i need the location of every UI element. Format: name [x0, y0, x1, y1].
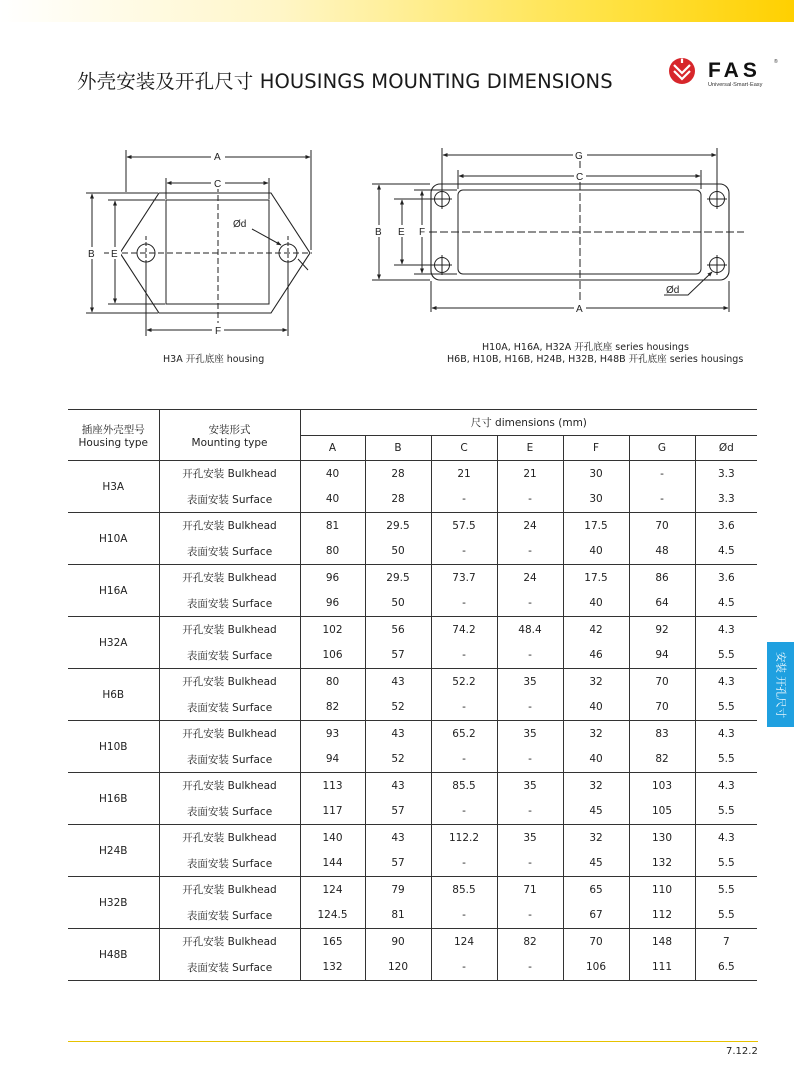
table-row — [68, 721, 757, 747]
dim-cell-e: - — [497, 747, 563, 773]
dim-cell-od: 4.3 — [717, 675, 735, 688]
dim-cell-g: 48 — [629, 539, 695, 565]
mounting-type-cell: 表面安装 Surface — [159, 591, 300, 617]
dim-cell-a: 96 — [300, 591, 365, 617]
dim-cell-f: 45 — [563, 851, 629, 877]
dim-cell-a: 132 — [300, 955, 365, 981]
header-mount-en: Mounting type — [191, 436, 268, 449]
table-row — [68, 565, 757, 591]
dim-cell-b: 50 — [365, 591, 431, 617]
dim-cell-a: 106 — [300, 643, 365, 669]
table-row — [68, 617, 757, 643]
svg-text:®: ® — [774, 59, 778, 65]
series-label-c: C — [576, 172, 584, 183]
dim-cell-c: - — [431, 539, 497, 565]
dim-cell-a: 80 — [300, 539, 365, 565]
dim-cell-b: 43 — [365, 721, 431, 747]
header-col-g: G — [629, 436, 695, 461]
series-label-b: B — [375, 227, 382, 238]
table-row — [68, 773, 757, 799]
h3a-label-b: B — [88, 249, 95, 260]
dim-cell-b: 57 — [365, 799, 431, 825]
dim-cell-od: 4.5 — [695, 539, 757, 565]
dim-cell-f: 17.5 — [563, 513, 629, 539]
dim-cell-e: 35 — [497, 669, 563, 695]
mounting-type-cell: 表面安装 Surface — [159, 903, 300, 929]
logo-tagline: Universal·Smart·Easy — [708, 82, 763, 88]
dim-cell-f: 40 — [563, 591, 629, 617]
dim-cell-b: 52 — [365, 747, 431, 773]
header-housing-en: Housing type — [78, 436, 148, 449]
dim-cell-c: - — [431, 955, 497, 981]
dim-cell-od: 5.5 — [695, 695, 757, 721]
table-row — [68, 851, 757, 877]
dim-cell-f: 32 — [563, 721, 629, 747]
dim-cell-e: - — [497, 695, 563, 721]
dim-cell-b: 29.5 — [365, 565, 431, 591]
dim-cell-b: 28 — [365, 487, 431, 513]
dim-cell-c: - — [431, 799, 497, 825]
dim-cell-e: - — [497, 487, 563, 513]
series-label-od: Ød — [666, 285, 680, 296]
header-col-a: A — [300, 436, 365, 461]
page-title: 外壳安装及开孔尺寸 HOUSINGS MOUNTING DIMENSIONS — [77, 70, 613, 93]
mounting-type-cell: 开孔安装 Bulkhead — [159, 513, 300, 539]
dim-cell-b: 50 — [365, 539, 431, 565]
dim-cell-a: 93 — [300, 721, 365, 747]
mounting-type-cell: 开孔安装 Bulkhead — [159, 773, 300, 799]
dim-cell-g: 132 — [629, 851, 695, 877]
table-row — [68, 643, 757, 669]
dim-cell-b: 29.5 — [365, 513, 431, 539]
dim-cell-od: 6.5 — [695, 955, 757, 981]
dim-cell-b: 43 — [365, 773, 431, 799]
mounting-type-cell: 表面安装 Surface — [159, 695, 300, 721]
dim-cell-f: 106 — [563, 955, 629, 981]
series-label-e: E — [398, 227, 405, 238]
dim-cell-b: 52 — [365, 695, 431, 721]
dim-cell-od: 5.5 — [695, 747, 757, 773]
header-col-b: B — [365, 436, 431, 461]
dim-cell-g: 105 — [629, 799, 695, 825]
dim-cell-g: 70 — [629, 669, 695, 695]
dim-cell-b: 56 — [365, 617, 431, 643]
dim-cell-e: 48.4 — [497, 617, 563, 643]
dim-cell-b: 43 — [365, 825, 431, 851]
dim-cell-b: 57 — [365, 643, 431, 669]
housing-type-cell: H16B — [68, 773, 159, 825]
dim-cell-f: 65 — [563, 877, 629, 903]
dim-cell-f: 40 — [563, 539, 629, 565]
dim-cell-a: 96 — [300, 565, 365, 591]
dim-cell-a: 40 — [300, 461, 365, 487]
dim-cell-c: - — [431, 747, 497, 773]
dim-cell-g: 111 — [629, 955, 695, 981]
dim-cell-b: 57 — [365, 851, 431, 877]
dim-cell-c: 21 — [431, 461, 497, 487]
dim-cell-b: 90 — [365, 929, 431, 955]
table-row — [68, 825, 757, 851]
dim-cell-e: 35 — [497, 773, 563, 799]
dim-cell-a: 140 — [300, 825, 365, 851]
logo-text: FAS — [708, 59, 761, 82]
dim-cell-g: 70 — [629, 695, 695, 721]
h3a-caption: H3A 开孔底座 housing — [163, 354, 265, 365]
dim-cell-od: 4.3 — [717, 831, 735, 844]
housing-type-cell: H6B — [68, 669, 159, 721]
dim-cell-e: 24 — [497, 513, 563, 539]
dim-cell-a: 80 — [300, 669, 365, 695]
dim-cell-f: 32 — [563, 825, 629, 851]
page-number: 7.12.2 — [726, 1046, 758, 1057]
dim-cell-g: 64 — [629, 591, 695, 617]
series-caption-line2: H6B, H10B, H16B, H24B, H32B, H48B 开孔底座 series housings — [447, 354, 744, 365]
dim-cell-e: 82 — [497, 929, 563, 955]
dim-cell-c: - — [431, 695, 497, 721]
mounting-type-cell: 表面安装 Surface — [159, 955, 300, 981]
dim-cell-g: 70 — [629, 513, 695, 539]
dim-cell-b: 81 — [365, 903, 431, 929]
dim-cell-f: 32 — [563, 773, 629, 799]
h3a-label-od: Ød — [233, 219, 247, 230]
dim-cell-f: 45 — [563, 799, 629, 825]
top-gradient-bar — [0, 0, 794, 22]
housing-type-cell: H10A — [68, 513, 159, 565]
h3a-label-e: E — [111, 249, 118, 260]
dim-cell-a: 40 — [300, 487, 365, 513]
mounting-type-cell: 表面安装 Surface — [159, 799, 300, 825]
dim-cell-c: 52.2 — [431, 669, 497, 695]
mounting-type-cell: 开孔安装 Bulkhead — [159, 565, 300, 591]
dim-cell-f: 67 — [563, 903, 629, 929]
dim-cell-c: 112.2 — [431, 825, 497, 851]
dim-cell-od: 5.5 — [695, 851, 757, 877]
dim-cell-e: - — [497, 591, 563, 617]
dim-cell-od: 3.3 — [695, 487, 757, 513]
dim-cell-g: 148 — [629, 929, 695, 955]
dim-cell-a: 165 — [300, 929, 365, 955]
mounting-type-cell: 表面安装 Surface — [159, 851, 300, 877]
h3a-drawing — [86, 150, 312, 336]
housing-type-cell: H24B — [68, 825, 159, 877]
dim-cell-od: 4.3 — [717, 727, 735, 740]
dim-cell-g: 83 — [629, 721, 695, 747]
h3a-label-c: C — [214, 179, 222, 190]
mounting-type-cell: 开孔安装 Bulkhead — [159, 877, 300, 903]
table-row — [68, 669, 757, 695]
dim-cell-f: 70 — [563, 929, 629, 955]
dim-cell-a: 94 — [300, 747, 365, 773]
dim-cell-c: 124 — [431, 929, 497, 955]
mounting-diagrams — [0, 140, 794, 370]
mounting-type-cell: 表面安装 Surface — [159, 487, 300, 513]
mounting-type-cell: 表面安装 Surface — [159, 539, 300, 565]
dim-cell-f: 42 — [563, 617, 629, 643]
dim-cell-a: 102 — [300, 617, 365, 643]
mounting-type-cell: 开孔安装 Bulkhead — [159, 929, 300, 955]
dim-cell-c: 65.2 — [431, 721, 497, 747]
dim-cell-f: 17.5 — [563, 565, 629, 591]
dim-cell-b: 43 — [365, 669, 431, 695]
brand-logo — [668, 54, 778, 90]
dimensions-table — [68, 409, 757, 981]
h3a-label-f: F — [215, 326, 222, 337]
header-housing-type — [68, 410, 159, 461]
dim-cell-od: 3.3 — [717, 467, 735, 480]
dim-cell-g: - — [629, 487, 695, 513]
table-row — [68, 695, 757, 721]
dim-cell-e: 35 — [497, 721, 563, 747]
dim-cell-c: 57.5 — [431, 513, 497, 539]
dim-cell-a: 124.5 — [300, 903, 365, 929]
dim-cell-f: 46 — [563, 643, 629, 669]
dim-cell-e: - — [497, 903, 563, 929]
mounting-type-cell: 开孔安装 Bulkhead — [159, 825, 300, 851]
dim-cell-od: 7 — [722, 935, 730, 948]
header-col-f: F — [563, 436, 629, 461]
mounting-type-cell: 表面安装 Surface — [159, 643, 300, 669]
housing-type-cell: H32B — [68, 877, 159, 929]
table-row — [68, 513, 757, 539]
dim-cell-od: 4.3 — [717, 779, 735, 792]
dim-cell-od: 3.6 — [717, 571, 735, 584]
dim-cell-od: 4.3 — [717, 623, 735, 636]
housing-type-cell: H48B — [68, 929, 159, 981]
mounting-type-cell: 表面安装 Surface — [159, 747, 300, 773]
dim-cell-c: - — [431, 903, 497, 929]
dim-cell-a: 117 — [300, 799, 365, 825]
dim-cell-a: 113 — [300, 773, 365, 799]
dim-cell-f: 40 — [563, 747, 629, 773]
dim-cell-g: 94 — [629, 643, 695, 669]
dim-cell-b: 79 — [365, 877, 431, 903]
dim-cell-c: 85.5 — [431, 773, 497, 799]
dim-cell-c: - — [431, 643, 497, 669]
series-caption-line1: H10A, H16A, H32A 开孔底座 series housings — [482, 342, 689, 353]
header-col-od: Ød — [695, 436, 757, 461]
dim-cell-c: 85.5 — [431, 877, 497, 903]
mounting-type-cell: 开孔安装 Bulkhead — [159, 721, 300, 747]
dim-cell-b: 28 — [365, 461, 431, 487]
dim-cell-e: - — [497, 851, 563, 877]
dim-cell-e: 35 — [497, 825, 563, 851]
dim-cell-e: - — [497, 643, 563, 669]
housing-type-cell: H10B — [68, 721, 159, 773]
housing-type-cell: H32A — [68, 617, 159, 669]
side-tab-label: 安装 开孔尺寸 — [774, 651, 786, 718]
table-row — [68, 877, 757, 903]
table-row — [68, 955, 757, 981]
table-row — [68, 461, 757, 487]
dim-cell-f: 32 — [563, 669, 629, 695]
header-mount-cn: 安装形式 — [208, 423, 251, 436]
dim-cell-c: - — [431, 851, 497, 877]
series-label-a: A — [576, 304, 583, 315]
table-row — [68, 929, 757, 955]
dim-cell-g: 110 — [629, 877, 695, 903]
dim-cell-a: 81 — [300, 513, 365, 539]
table-row — [68, 799, 757, 825]
side-section-tab[interactable] — [767, 642, 794, 727]
table-row — [68, 747, 757, 773]
dim-cell-g: 130 — [629, 825, 695, 851]
dim-cell-od: 5.5 — [695, 903, 757, 929]
dim-cell-c: - — [431, 591, 497, 617]
table-row — [68, 487, 757, 513]
dim-cell-c: 73.7 — [431, 565, 497, 591]
dim-cell-f: 30 — [563, 461, 629, 487]
dim-cell-f: 30 — [563, 487, 629, 513]
dim-cell-e: 24 — [497, 565, 563, 591]
dim-cell-a: 144 — [300, 851, 365, 877]
dim-cell-e: 21 — [497, 461, 563, 487]
dim-cell-od: 3.6 — [717, 519, 735, 532]
series-label-f: F — [419, 227, 426, 238]
dim-cell-od: 4.5 — [695, 591, 757, 617]
dim-cell-od: 5.5 — [695, 643, 757, 669]
dim-cell-g: - — [629, 461, 695, 487]
footer-divider — [68, 1041, 758, 1042]
dim-cell-c: 74.2 — [431, 617, 497, 643]
dim-cell-a: 124 — [300, 877, 365, 903]
dim-cell-f: 40 — [563, 695, 629, 721]
series-label-g: G — [575, 151, 583, 162]
mounting-type-cell: 开孔安装 Bulkhead — [159, 617, 300, 643]
dim-cell-e: 71 — [497, 877, 563, 903]
dim-cell-c: - — [431, 487, 497, 513]
dim-cell-e: - — [497, 955, 563, 981]
header-dimensions: 尺寸 dimensions (mm) — [300, 410, 757, 436]
dim-cell-g: 103 — [629, 773, 695, 799]
housing-type-cell: H3A — [68, 461, 159, 513]
dim-cell-g: 86 — [629, 565, 695, 591]
mounting-type-cell: 开孔安装 Bulkhead — [159, 461, 300, 487]
header-mounting-type — [159, 410, 300, 461]
table-row — [68, 903, 757, 929]
table-row — [68, 591, 757, 617]
dim-cell-a: 82 — [300, 695, 365, 721]
h3a-label-a: A — [214, 152, 221, 163]
housing-type-cell: H16A — [68, 565, 159, 617]
dim-cell-g: 112 — [629, 903, 695, 929]
dim-cell-e: - — [497, 799, 563, 825]
header-col-c: C — [431, 436, 497, 461]
dim-cell-g: 82 — [629, 747, 695, 773]
dim-cell-e: - — [497, 539, 563, 565]
dim-cell-od: 5.5 — [695, 799, 757, 825]
header-housing-cn: 插座外壳型号 — [81, 423, 145, 436]
header-col-e: E — [497, 436, 563, 461]
dim-cell-od: 5.5 — [717, 883, 735, 896]
dim-cell-g: 92 — [629, 617, 695, 643]
mounting-type-cell: 开孔安装 Bulkhead — [159, 669, 300, 695]
dim-cell-b: 120 — [365, 955, 431, 981]
table-row — [68, 539, 757, 565]
